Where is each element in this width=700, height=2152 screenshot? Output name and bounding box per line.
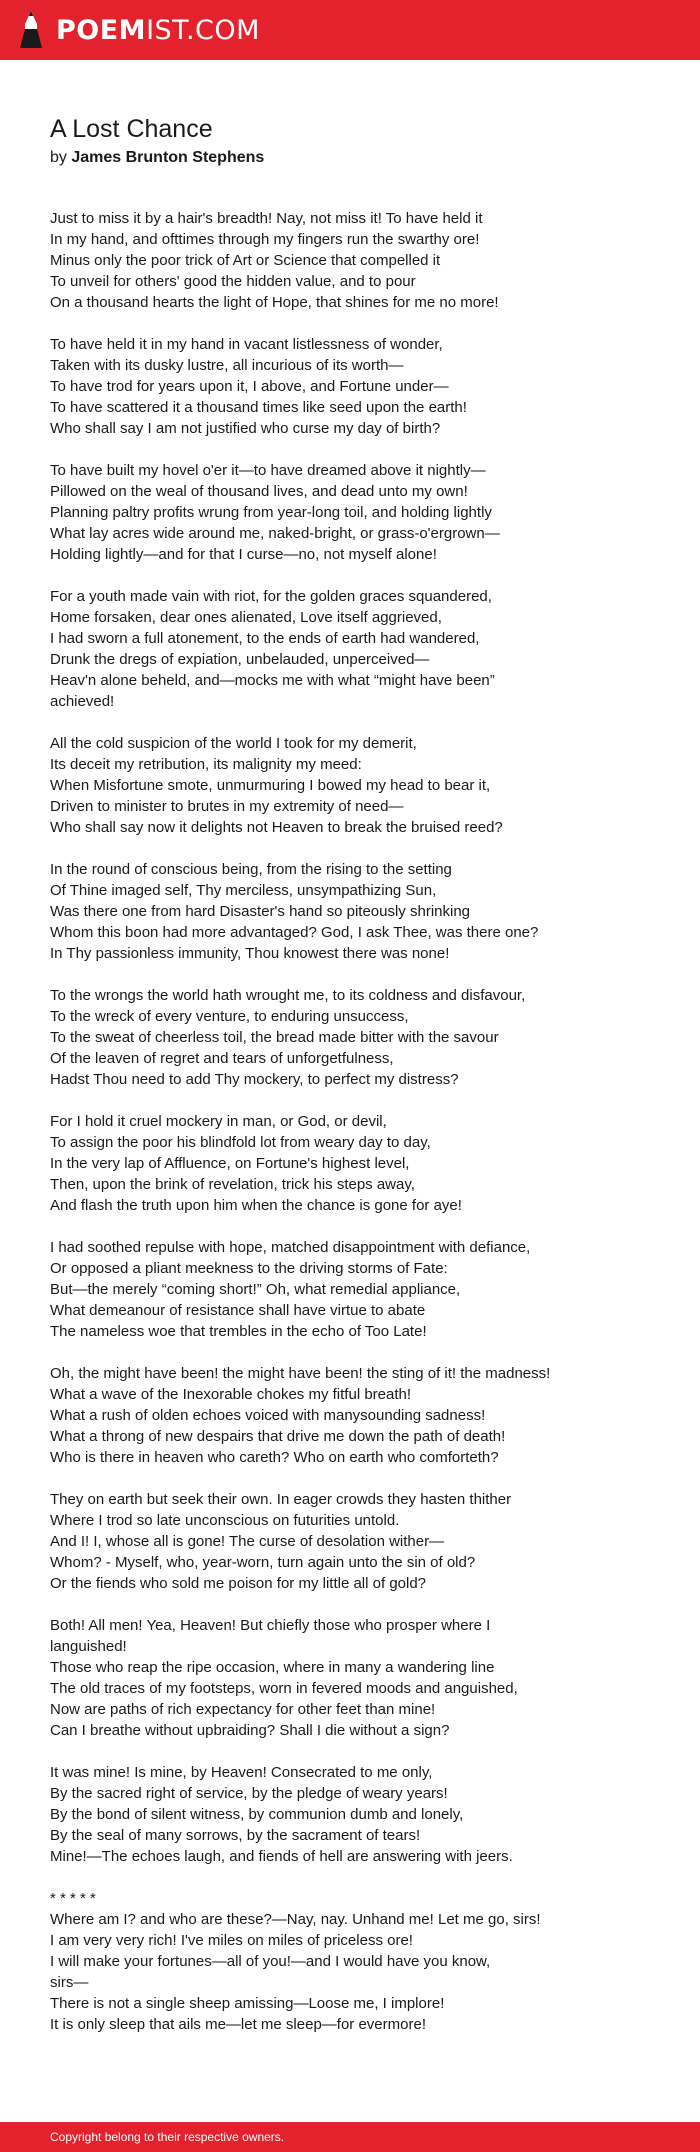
- poem-line: Driven to minister to brutes in my extremity of need—: [50, 798, 404, 815]
- poem-line: To assign the poor his blindfold lot from weary day to day,: [50, 1134, 431, 1151]
- poem-line: But—the merely “coming short!” Oh, what remedial appliance,: [50, 1281, 461, 1298]
- poem-line: I will make your fortunes—all of you!—and I would have you know,: [50, 1953, 491, 1970]
- poem-line: Where am I? and who are these?—Nay, nay. Unhand me! Let me go, sirs!: [50, 1911, 541, 1928]
- poem-line: What a rush of olden echoes voiced with manysounding sadness!: [50, 1407, 486, 1424]
- poem-line: Or the fiends who sold me poison for my little all of gold?: [50, 1575, 427, 1592]
- poem-line: Drunk the dregs of expiation, unbelauded, unperceived—: [50, 651, 430, 668]
- poem-line: Of Thine imaged self, Thy merciless, unsympathizing Sun,: [50, 882, 437, 899]
- poem-line: sirs—: [50, 1974, 89, 1991]
- poem-line: And I! I, whose all is gone! The curse of desolation wither—: [50, 1533, 445, 1550]
- poem-line: It was mine! Is mine, by Heaven! Consecrated to me only,: [50, 1764, 433, 1781]
- poem-line: It is only sleep that ails me—let me sleep—for evermore!: [50, 2016, 426, 2033]
- poem-stanza: [50, 1489, 660, 1594]
- poem-line: They on earth but seek their own. In eager crowds they hasten thither: [50, 1491, 512, 1508]
- poem-line: For a youth made vain with riot, for the golden graces squandered,: [50, 588, 492, 605]
- poem-line: To the sweat of cheerless toil, the bread made bitter with the savour: [50, 1029, 499, 1046]
- poem-line: The nameless woe that trembles in the echo of Too Late!: [50, 1323, 427, 1340]
- poem-line: On a thousand hearts the light of Hope, that shines for me no more!: [50, 294, 499, 311]
- poem-line: What a throng of new despairs that drive me down the path of death!: [50, 1428, 506, 1445]
- poem-line: All the cold suspicion of the world I took for my demerit,: [50, 735, 417, 752]
- poem-line: Was there one from hard Disaster's hand so piteously shrinking: [50, 903, 471, 920]
- poem-line: Of the leaven of regret and tears of unforgetfulness,: [50, 1050, 394, 1067]
- poem-line: Oh, the might have been! the might have been! the sting of it! the madness!: [50, 1365, 551, 1382]
- poem-line: By the bond of silent witness, by communion dumb and lonely,: [50, 1806, 464, 1823]
- poem-line: Who is there in heaven who careth? Who on earth who comforteth?: [50, 1449, 499, 1466]
- logo-text-light: IST.COM: [146, 14, 260, 46]
- poem-line: What lay acres wide around me, naked-bright, or grass-o'ergrown—: [50, 525, 500, 542]
- poem-line: * * * * *: [50, 1890, 96, 1907]
- site-logo[interactable]: [18, 10, 260, 50]
- poem-line: Pillowed on the weal of thousand lives, and dead unto my own!: [50, 483, 468, 500]
- poem-stanza: [50, 1237, 660, 1342]
- poem-line: In my hand, and ofttimes through my fingers run the swarthy ore!: [50, 231, 480, 248]
- poem-line: Whom? - Myself, who, year-worn, turn again unto the sin of old?: [50, 1554, 476, 1571]
- poem-stanza: [50, 1363, 660, 1468]
- poem-stanza: [50, 1615, 660, 1741]
- poem-line: Hadst Thou need to add Thy mockery, to perfect my distress?: [50, 1071, 459, 1088]
- poem-stanza: [50, 208, 660, 313]
- poem-content: [50, 112, 660, 2056]
- poem-line: Planning paltry profits wrung from year-long toil, and holding lightly: [50, 504, 492, 521]
- poem-line: Or opposed a pliant meekness to the driving storms of Fate:: [50, 1260, 448, 1277]
- poem-stanza: [50, 859, 660, 964]
- poem-line: Those who reap the ripe occasion, where in many a wandering line: [50, 1659, 495, 1676]
- poem-line: Now are paths of rich expectancy for other feet than mine!: [50, 1701, 436, 1718]
- poem-line: By the seal of many sorrows, by the sacrament of tears!: [50, 1827, 421, 1844]
- poem-line: There is not a single sheep amissing—Loose me, I implore!: [50, 1995, 445, 2012]
- poem-line: Whom this boon had more advantaged? God, I ask Thee, was there one?: [50, 924, 539, 941]
- poem-line: In the round of conscious being, from the rising to the setting: [50, 861, 452, 878]
- poem-line: To the wrongs the world hath wrought me, to its coldness and disfavour,: [50, 987, 526, 1004]
- poem-line: I am very very rich! I've miles on miles of priceless ore!: [50, 1932, 413, 1949]
- logo-text-bold: POEM: [56, 14, 147, 46]
- poem-line: To unveil for others' good the hidden value, and to pour: [50, 273, 416, 290]
- poem-stanza: [50, 1111, 660, 1216]
- poem-body: [50, 208, 660, 2035]
- poem-line: Minus only the poor trick of Art or Science that compelled it: [50, 252, 441, 269]
- poem-line: Where I trod so late unconscious on futurities untold.: [50, 1512, 400, 1529]
- poem-line: Both! All men! Yea, Heaven! But chiefly those who prosper where I: [50, 1617, 491, 1634]
- poem-line: For I hold it cruel mockery in man, or God, or devil,: [50, 1113, 387, 1130]
- poem-line: Then, upon the brink of revelation, trick his steps away,: [50, 1176, 415, 1193]
- poem-line: Who shall say I am not justified who curse my day of birth?: [50, 420, 441, 437]
- poem-line: Mine!—The echoes laugh, and fiends of hell are answering with jeers.: [50, 1848, 513, 1865]
- poem-line: What a wave of the Inexorable chokes my fitful breath!: [50, 1386, 412, 1403]
- poem-byline: [50, 146, 660, 170]
- poem-line: Just to miss it by a hair's breadth! Nay, not miss it! To have held it: [50, 210, 483, 227]
- poem-author[interactable]: James Brunton Stephens: [71, 149, 265, 166]
- poem-line: I had sworn a full atonement, to the ends of earth had wandered,: [50, 630, 480, 647]
- poem-line: Taken with its dusky lustre, all incurious of its worth—: [50, 357, 404, 374]
- poem-line: I had soothed repulse with hope, matched disappointment with defiance,: [50, 1239, 531, 1256]
- poem-line: languished!: [50, 1638, 127, 1655]
- site-footer: [0, 2122, 700, 2152]
- copyright-notice: Copyright belong to their respective owners.: [50, 2130, 285, 2144]
- site-header: [0, 0, 700, 60]
- poem-stanza: [50, 985, 660, 1090]
- poem-title: A Lost Chance: [50, 115, 213, 143]
- poem-stanza: [50, 460, 660, 565]
- poem-line: achieved!: [50, 693, 115, 710]
- poem-stanza: [50, 733, 660, 838]
- poem-line: To have built my hovel o'er it—to have dreamed above it nightly—: [50, 462, 486, 479]
- poem-stanza: [50, 334, 660, 439]
- poem-line: And flash the truth upon him when the chance is gone for aye!: [50, 1197, 462, 1214]
- poem-line: To have trod for years upon it, I above, and Fortune under—: [50, 378, 449, 395]
- poem-line: Home forsaken, dear ones alienated, Love itself aggrieved,: [50, 609, 442, 626]
- poem-stanza: [50, 586, 660, 712]
- pencil-logo-icon: [18, 10, 44, 50]
- poem-line: By the sacred right of service, by the pledge of weary years!: [50, 1785, 448, 1802]
- poem-line: When Misfortune smote, unmurmuring I bowed my head to bear it,: [50, 777, 491, 794]
- poem-line: Who shall say now it delights not Heaven to break the bruised reed?: [50, 819, 503, 836]
- byline-prefix: by: [50, 149, 67, 166]
- poem-stanza: [50, 1888, 660, 2035]
- poem-line: To have held it in my hand in vacant listlessness of wonder,: [50, 336, 443, 353]
- poem-line: In Thy passionless immunity, Thou knowest there was none!: [50, 945, 450, 962]
- poem-line: To the wreck of every venture, to enduring unsuccess,: [50, 1008, 409, 1025]
- poem-line: Can I breathe without upbraiding? Shall I die without a sign?: [50, 1722, 450, 1739]
- poem-line: Holding lightly—and for that I curse—no, not myself alone!: [50, 546, 437, 563]
- poem-line: The old traces of my footsteps, worn in fevered moods and anguished,: [50, 1680, 518, 1697]
- poem-line: In the very lap of Affluence, on Fortune's highest level,: [50, 1155, 410, 1172]
- poem-stanza: [50, 1762, 660, 1867]
- poem-line: Heav'n alone beheld, and—mocks me with what “might have been”: [50, 672, 495, 689]
- poem-line: What demeanour of resistance shall have virtue to abate: [50, 1302, 426, 1319]
- logo-text: [56, 14, 260, 46]
- poem-line: Its deceit my retribution, its malignity my meed:: [50, 756, 362, 773]
- poem-line: To have scattered it a thousand times like seed upon the earth!: [50, 399, 467, 416]
